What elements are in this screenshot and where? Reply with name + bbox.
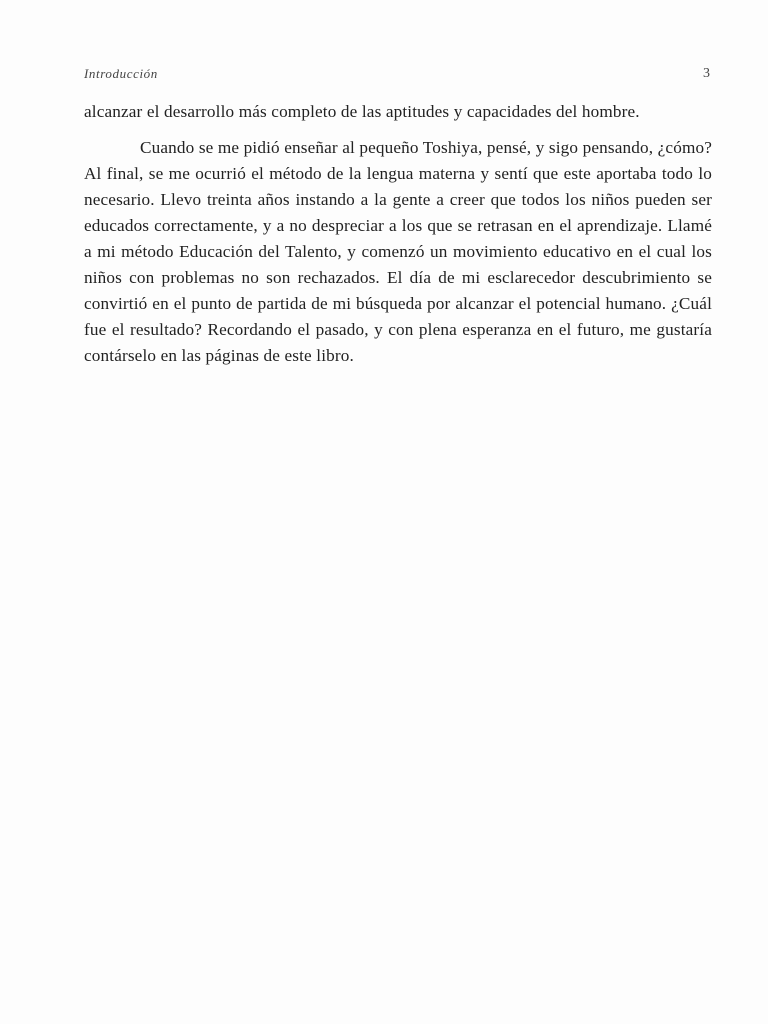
page-number: 3	[703, 66, 710, 81]
paragraph-continued: alcanzar el desarrollo más completo de las aptitudes y capacidades del hombre.	[84, 102, 640, 121]
chapter-title: Introducción	[84, 66, 158, 81]
paragraph: Cuando se me pidió enseñar al pequeño Toshiya, pensé, y sigo pensando, ¿cómo? Al final, se me ocurrió el método de la lengua materna y sentí que este aportaba todo lo necesario. Llevo treinta años instando a la gente a creer que todos los niños pueden ser educados correctamente, y a no despreciar a los que se retrasan en el aprendizaje. Llamé a mi método Educación del Talento, y comenzó un movimiento educativo en el cual los niños con problemas no son rechazados. El día de mi esclarecedor descubrimiento se convirtió en el punto de partida de mi búsqueda por alcanzar el potencial humano. ¿Cuál fue el resultado? Recordando el pasado, y con plena esperanza en el futuro, me gustaría contárselo en las páginas de este libro.	[84, 138, 712, 365]
body-text	[84, 99, 712, 369]
running-header	[84, 66, 712, 88]
